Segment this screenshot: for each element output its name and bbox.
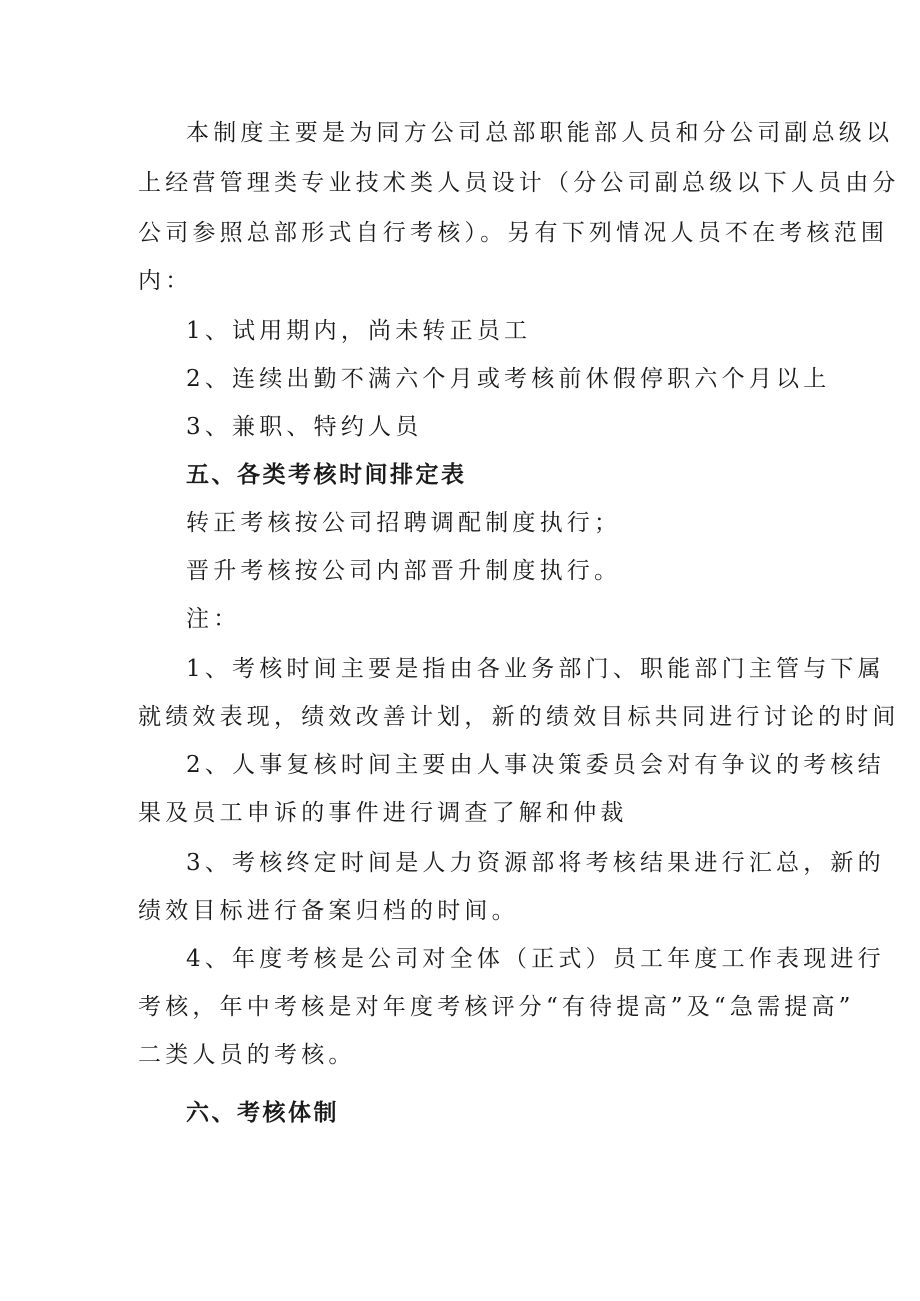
section-heading-6: 六、考核体制 — [186, 1100, 339, 1126]
note-2-line-2: 果及员工申诉的事件进行调查了解和仲裁 — [138, 800, 628, 826]
paragraph-scope-line-2: 上经营管理类专业技术类人员设计（分公司副总级以下人员由分 — [138, 170, 900, 196]
paragraph-scope-line-4: 内： — [138, 268, 193, 294]
note-label: 注： — [186, 606, 241, 632]
exclusion-item-3: 3、兼职、特约人员 — [186, 414, 423, 440]
probation-review-line: 转正考核按公司招聘调配制度执行； — [186, 510, 622, 536]
note-3-line-1: 3、考核终定时间是人力资源部将考核结果进行汇总，新的 — [186, 850, 885, 876]
note-3-line-2: 绩效目标进行备案归档的时间。 — [138, 898, 519, 924]
paragraph-scope-line-3: 公司参照总部形式自行考核）。另有下列情况人员不在考核范围 — [138, 220, 889, 246]
promotion-review-line: 晋升考核按公司内部晋升制度执行。 — [186, 558, 622, 584]
note-2-line-1: 2、人事复核时间主要由人事决策委员会对有争议的考核结 — [186, 752, 885, 778]
exclusion-item-1: 1、试用期内，尚未转正员工 — [186, 318, 532, 344]
note-4-line-2: 考核，年中考核是对年度考核评分“有待提高”及“急需提高” — [138, 994, 855, 1020]
note-1-line-2: 就绩效表现，绩效改善计划，新的绩效目标共同进行讨论的时间 — [138, 704, 900, 730]
note-4-line-3: 二类人员的考核。 — [138, 1042, 356, 1068]
section-heading-5: 五、各类考核时间排定表 — [186, 462, 467, 488]
note-1-line-1: 1、考核时间主要是指由各业务部门、职能部门主管与下属 — [186, 656, 885, 682]
exclusion-item-2: 2、连续出勤不满六个月或考核前休假停职六个月以上 — [186, 366, 831, 392]
note-4-line-1: 4、年度考核是公司对全体（正式）员工年度工作表现进行 — [186, 946, 885, 972]
paragraph-scope-line-1: 本制度主要是为同方公司总部职能部人员和分公司副总级以 — [186, 120, 894, 146]
